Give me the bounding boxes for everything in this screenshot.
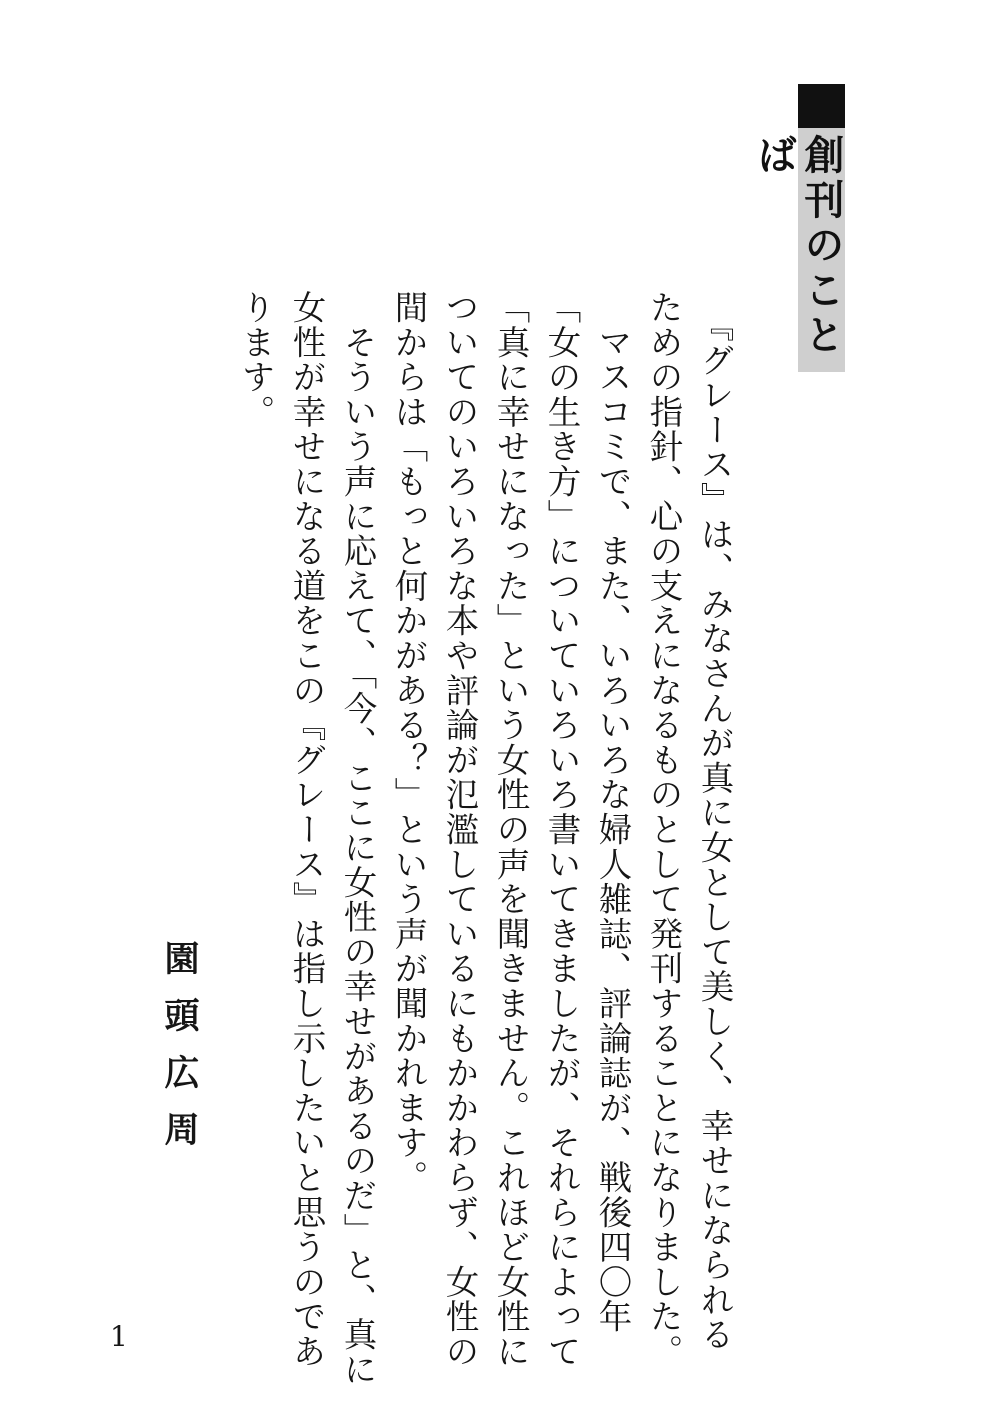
body-line-2: ための指針、心の支えになるものとして発刊することになりました。 (644, 290, 683, 1369)
heading-black-bar (798, 84, 845, 128)
page-number: 1 (110, 1320, 128, 1353)
body-line-1: 『グレース』は、みなさんが真に女として美しく、幸せになられる (695, 290, 734, 1353)
body-line-3: マスコミで、また、いろいろな婦人雑誌、評論誌が、戦後四〇年 (593, 290, 632, 1334)
author-name: 園頭広周 (159, 940, 200, 1168)
page-heading: 創刊のことば (798, 128, 845, 372)
body-line-7: 間からは「もっと何かがある？」という声が聞かれます。 (389, 290, 428, 1195)
body-line-6: ついてのいろいろな本や評論が氾濫しているにもかかわらず、女性の (440, 290, 479, 1369)
body-line-8: そういう声に応えて、「今、ここに女性の幸せがあるのだ」と、真に (338, 290, 377, 1387)
body-line-10: ります。 (236, 290, 275, 430)
body-line-9: 女性が幸せになる道をこの『グレース』は指し示したいと思うのであ (287, 290, 326, 1369)
body-line-5: 「真に幸せになった」という女性の声を聞きません。これほど女性に (491, 290, 530, 1369)
body-text (230, 290, 740, 1387)
body-line-4: 「女の生き方」についていろいろ書いてきましたが、それらによって (542, 290, 581, 1369)
